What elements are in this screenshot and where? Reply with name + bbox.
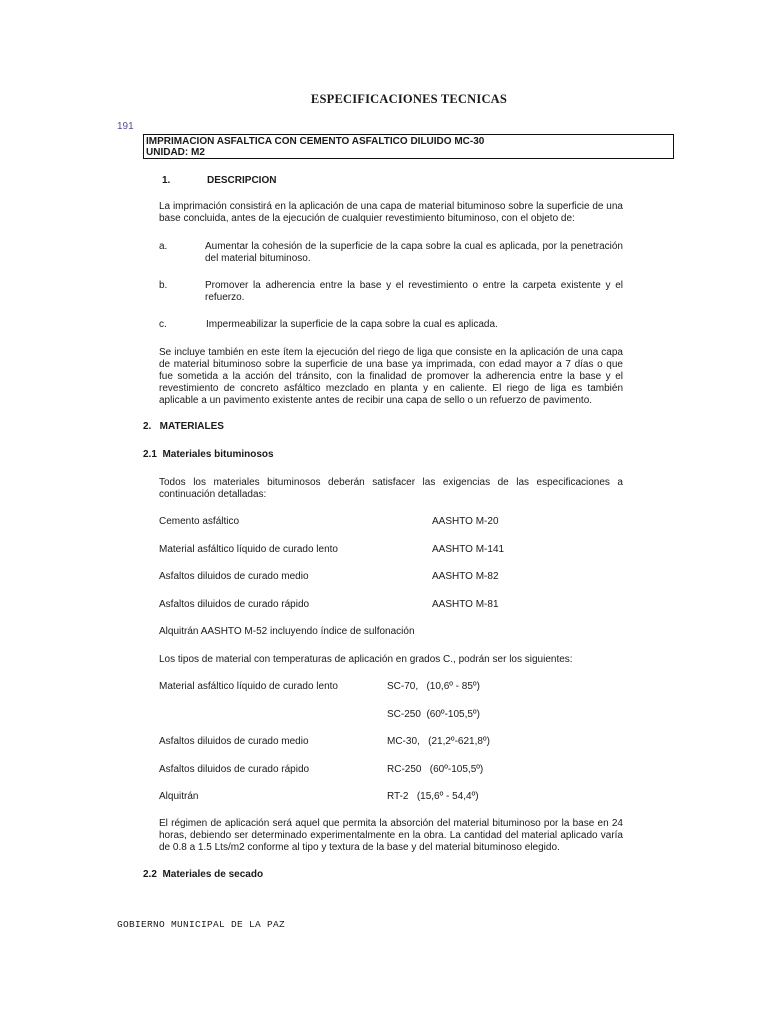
application-rate-paragraph: El régimen de aplicación será aquel que permita la absorción del material bituminoso por la base en 24 horas, debiendo ser determinado experimentalmente en la obra. La cantidad del material aplicado varía de 0.8 a 1.5 Lts/m2 conforme al tipo y textura de la base y del material bituminoso elegido. [159, 818, 623, 853]
spec-code: AASHTO M-20 [432, 516, 499, 527]
item-title: IMPRIMACION ASFALTICA CON CEMENTO ASFALTICO DILUIDO MC-30 [146, 136, 485, 147]
type-value: MC-30, (21,2º-621,8º) [387, 736, 490, 747]
footer-text: GOBIERNO MUNICIPAL DE LA PAZ [117, 919, 286, 930]
document-title: ESPECIFICACIONES TECNICAS [310, 92, 508, 106]
spec-code: AASHTO M-82 [432, 571, 499, 582]
list-letter-a: a. [159, 241, 168, 252]
type-value: SC-70, (10,6º - 85º) [387, 681, 480, 692]
list-letter-b: b. [159, 280, 168, 291]
subsection-2-2-heading: 2.2 Materiales de secado [143, 869, 264, 880]
types-intro: Los tipos de material con temperaturas de aplicación en grados C., podrán ser los siguientes: [159, 654, 573, 665]
spec-name: Material asfáltico líquido de curado lento [159, 544, 338, 555]
description-closing: Se incluye también en este ítem la ejecución del riego de liga que consiste en la aplicación de una capa de material bituminoso sobre la superficie de una base ya imprimada, con edad mayor a 7 días o que fue sometida a la acción del tránsito, con la finalidad de promover la adherencia entre la base y el revestimiento de concreto asfáltico mezclado en planta y en caliente. El riego de liga es también aplicable a un pavimento existente antes de recibir una capa de sello o un refuerzo de pavimento. [159, 347, 623, 406]
page-number: 191 [117, 121, 134, 132]
type-value: RC-250 (60º-105,5º) [387, 764, 484, 775]
spec-name: Asfaltos diluidos de curado rápido [159, 599, 310, 610]
tar-note: Alquitrán AASHTO M-52 incluyendo índice de sulfonación [159, 626, 415, 637]
section-1-number: 1. [162, 175, 171, 186]
description-intro: La imprimación consistirá en la aplicación de una capa de material bituminoso sobre la superficie de una base concluida, antes de la ejecución de cualquier revestimiento bituminoso, con el objeto de: [159, 201, 623, 224]
type-value: SC-250 (60º-105,5º) [387, 709, 480, 720]
list-letter-c: c. [159, 319, 167, 330]
spec-name: Asfaltos diluidos de curado medio [159, 571, 309, 582]
spec-code: AASHTO M-141 [432, 544, 505, 555]
list-item-a: Aumentar la cohesión de la superficie de la capa sobre la cual es aplicada, por la penetración del material bituminoso. [205, 241, 623, 264]
item-header-box [143, 134, 674, 159]
list-item-b: Promover la adherencia entre la base y el revestimiento o entre la carpeta existente y el refuerzo. [205, 280, 623, 303]
type-name: Material asfáltico líquido de curado lento [159, 681, 338, 692]
spec-name: Cemento asfáltico [159, 516, 240, 527]
spec-code: AASHTO M-81 [432, 599, 499, 610]
subsection-2-1-heading: 2.1 Materiales bituminosos [143, 449, 274, 460]
item-unit: UNIDAD: M2 [146, 147, 205, 158]
type-name: Asfaltos diluidos de curado rápido [159, 764, 310, 775]
type-value: RT-2 (15,6º - 54,4º) [387, 791, 479, 802]
list-item-c: Impermeabilizar la superficie de la capa sobre la cual es aplicada. [206, 319, 498, 330]
section-1-heading: DESCRIPCION [207, 175, 277, 186]
section-2-heading: 2. MATERIALES [143, 421, 224, 432]
materials-intro: Todos los materiales bituminosos deberán satisfacer las exigencias de las especificaciones a continuación detalladas: [159, 477, 623, 500]
type-name: Alquitrán [159, 791, 199, 802]
type-name: Asfaltos diluidos de curado medio [159, 736, 309, 747]
